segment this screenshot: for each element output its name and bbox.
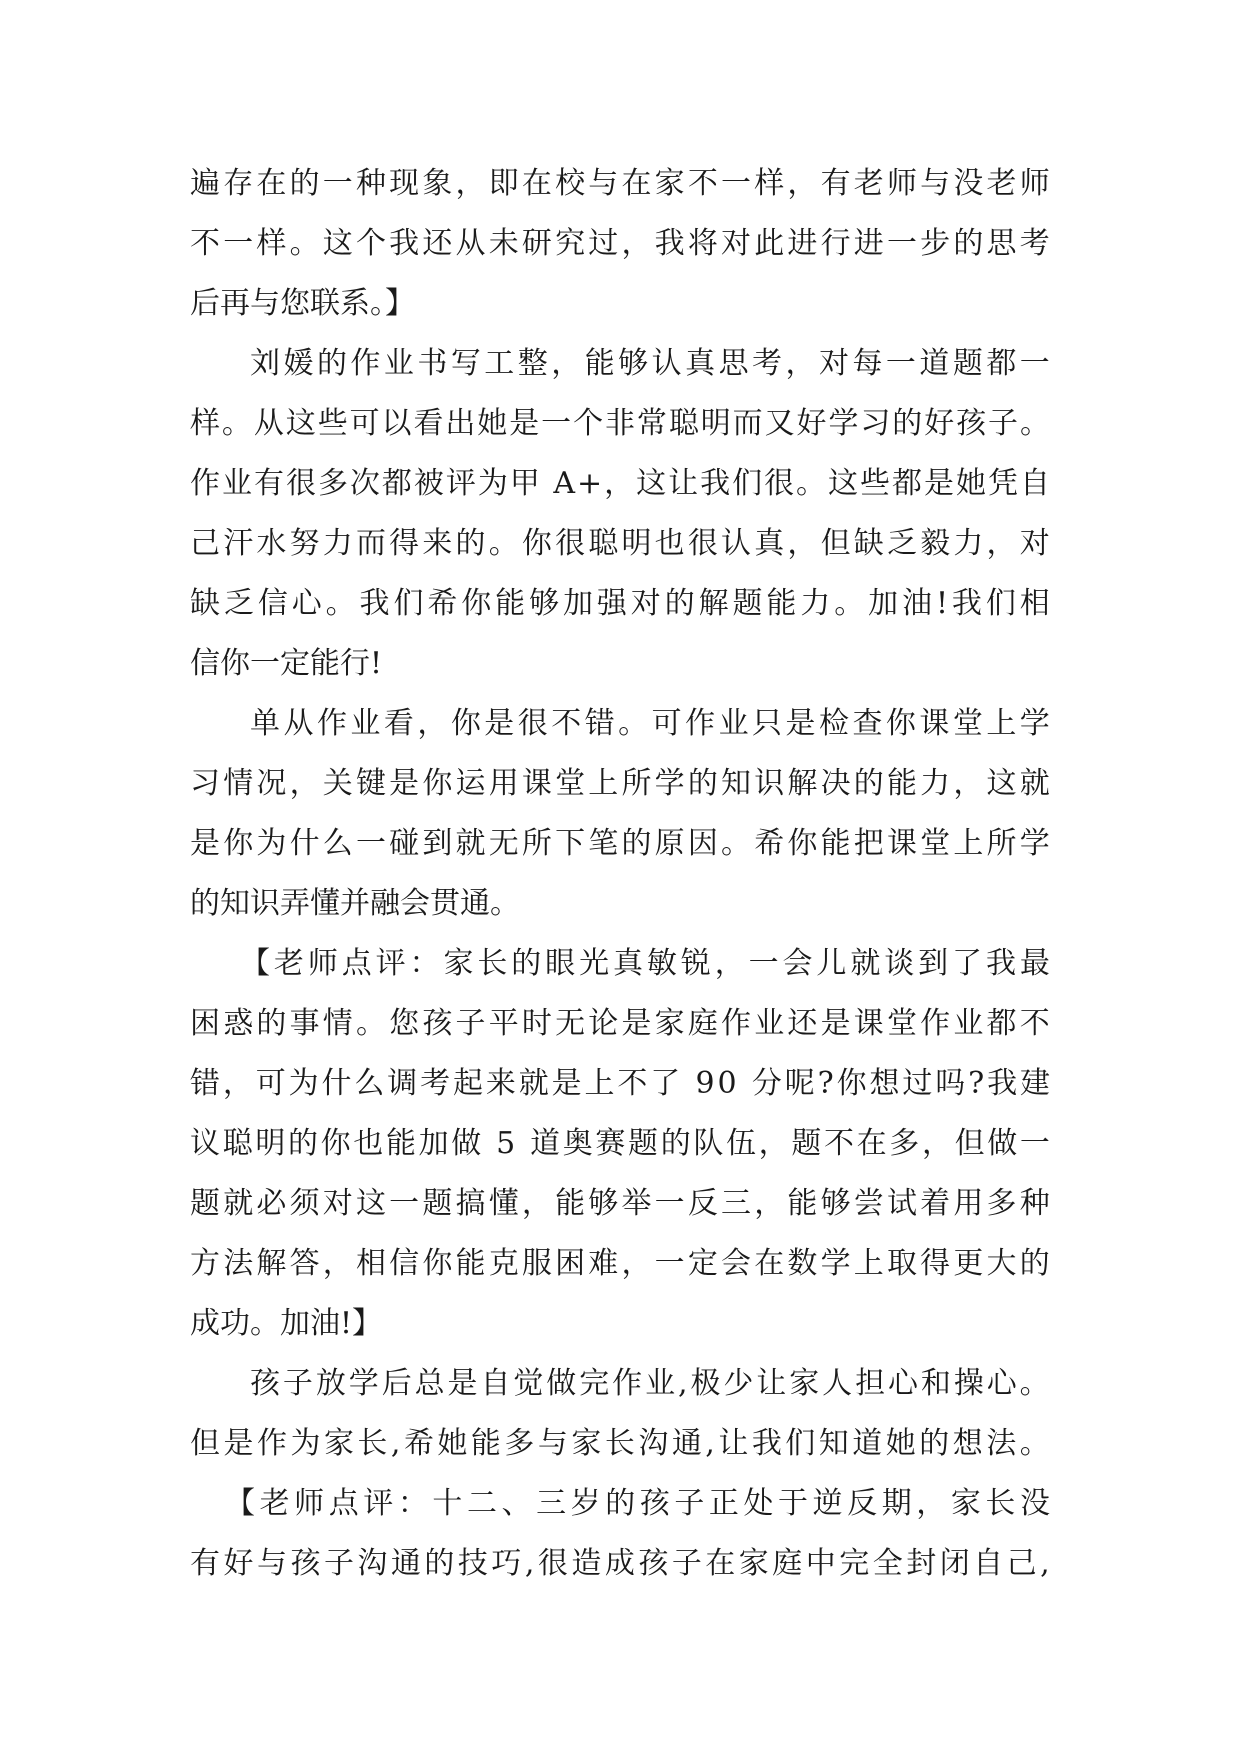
text-line: 后再与您联系。】 [190, 286, 415, 321]
text-line: 有 好 与 孩 子 沟 通 的 技 巧 , 很 造 成 孩 子 在 家 庭 中 完 全 封 闭 自 己 , [190, 1546, 1050, 1581]
text-line: 【 老 师 点 评 ： 家 长 的 眼 光 真 敏 锐 ， 一 会 儿 就 谈 到 了 我 最 [240, 946, 1050, 981]
text-line: 习 情 况 ， 关 键 是 你 运 用 课 堂 上 所 学 的 知 识 解 决 的 能 力 ， 这 就 [190, 766, 1050, 801]
text-line: 作 业 有 很 多 次 都 被 评 为 甲 A + ， 这 让 我 们 很 。 这 些 都 是 她 凭 自 [190, 466, 1050, 501]
text-line: 己 汗 水 努 力 而 得 来 的 。 你 很 聪 明 也 很 认 真 ， 但 缺 乏 毅 力 ， 对 [190, 526, 1050, 561]
text-line: 的知识弄懂并融会贯通。 [190, 886, 520, 921]
text-line: 题 就 必 须 对 这 一 题 搞 懂 ， 能 够 举 一 反 三 ， 能 够 尝 试 着 用 多 种 [190, 1186, 1050, 1221]
text-line: 是 你 为 什 么 一 碰 到 就 无 所 下 笔 的 原 因 。 希 你 能 把 课 堂 上 所 学 [190, 826, 1050, 861]
text-line: 不 一 样 。 这 个 我 还 从 未 研 究 过 ， 我 将 对 此 进 行 进 一 步 的 思 考 [190, 226, 1050, 261]
text-line: 方 法 解 答 ， 相 信 你 能 克 服 困 难 ， 一 定 会 在 数 学 上 取 得 更 大 的 [190, 1246, 1050, 1281]
text-line: 错 ， 可 为 什 么 调 考 起 来 就 是 上 不 了 9 0 分 呢 ? 你 想 过 吗 ? 我 建 [190, 1066, 1050, 1101]
text-line: 困 惑 的 事 情 。 您 孩 子 平 时 无 论 是 家 庭 作 业 还 是 课 堂 作 业 都 不 [190, 1006, 1050, 1041]
text-line: 但 是 作 为 家 长 , 希 她 能 多 与 家 长 沟 通 , 让 我 们 知 道 她 的 想 法 。 [190, 1426, 1050, 1461]
text-line: 缺 乏 信 心 。 我 们 希 你 能 够 加 强 对 的 解 题 能 力 。 加 油 ! 我 们 相 [190, 586, 1050, 621]
document-body [190, 154, 1050, 1594]
text-line: 刘 媛 的 作 业 书 写 工 整 ， 能 够 认 真 思 考 ， 对 每 一 道 题 都 一 [250, 346, 1050, 381]
text-line: 成功。加油!】 [190, 1306, 383, 1341]
text-line: 样 。 从 这 些 可 以 看 出 她 是 一 个 非 常 聪 明 而 又 好 学 习 的 好 孩 子 。 [190, 406, 1050, 441]
text-line: 遍 存 在 的 一 种 现 象 ， 即 在 校 与 在 家 不 一 样 ， 有 老 师 与 没 老 师 [190, 166, 1050, 201]
text-line: 信你一定能行! [190, 646, 383, 681]
text-line: 单 从 作 业 看 ， 你 是 很 不 错 。 可 作 业 只 是 检 查 你 课 堂 上 学 [250, 706, 1050, 741]
text-line: 议 聪 明 的 你 也 能 加 做 5 道 奥 赛 题 的 队 伍 ， 题 不 在 多 ， 但 做 一 [190, 1126, 1050, 1161]
text-line: 【 老 师 点 评 ： 十 二 、 三 岁 的 孩 子 正 处 于 逆 反 期 ， 家 长 没 [225, 1486, 1050, 1521]
text-line: 孩 子 放 学 后 总 是 自 觉 做 完 作 业 , 极 少 让 家 人 担 心 和 操 心 。 [250, 1366, 1050, 1401]
